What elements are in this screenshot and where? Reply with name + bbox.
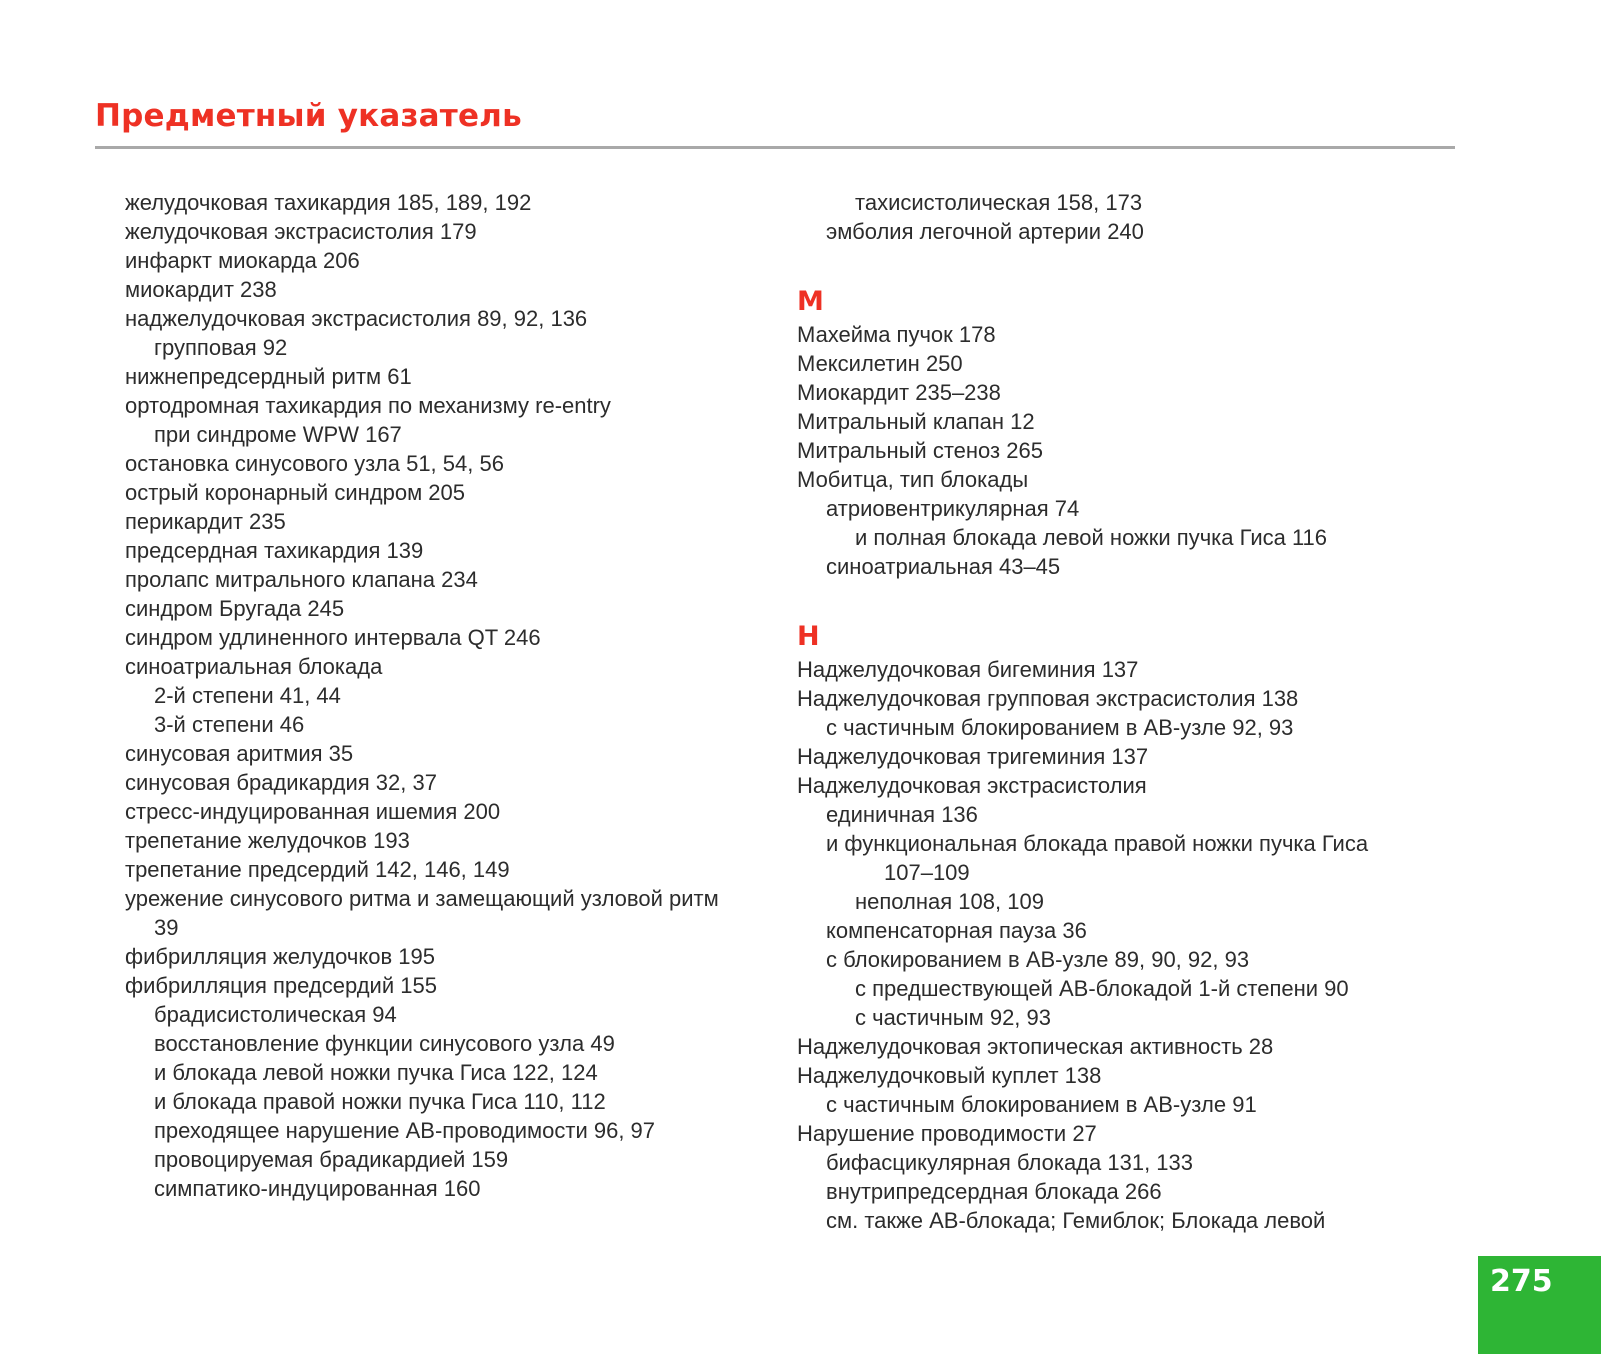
index-column-left — [125, 188, 755, 1203]
index-entry: и блокада правой ножки пучка Гиса 110, 112 — [154, 1089, 606, 1114]
index-entry: инфаркт миокарда 206 — [125, 248, 360, 273]
index-entry: острый коронарный синдром 205 — [125, 480, 466, 505]
index-entry: миокардит 238 — [125, 277, 277, 302]
section-letter-heading: Н — [797, 621, 820, 652]
index-entry: провоцируемая брадикардией 159 — [154, 1147, 509, 1172]
index-entry: Наджелудочковая групповая экстрасистолия 138 — [797, 686, 1299, 711]
index-entry: Наджелудочковая тригеминия 137 — [797, 744, 1149, 769]
index-entry: и блокада левой ножки пучка Гиса 122, 124 — [154, 1060, 598, 1085]
index-entry: Наджелудочковая бигеминия 137 — [797, 657, 1139, 682]
index-entry: желудочковая тахикардия 185, 189, 192 — [125, 190, 532, 215]
index-entry: синусовая брадикардия 32, 37 — [125, 770, 437, 795]
index-entry: 3-й степени 46 — [154, 712, 305, 737]
index-entry: трепетание предсердий 142, 146, 149 — [125, 857, 510, 882]
section-letter-heading: М — [797, 286, 824, 317]
index-entry: урежение синусового ритма и замещающий узловой ритм — [125, 886, 719, 911]
index-entry: 2-й степени 41, 44 — [154, 683, 341, 708]
index-entry: см. также АВ-блокада; Гемиблок; Блокада левой — [826, 1208, 1326, 1233]
index-entry: Миокардит 235–238 — [797, 380, 1001, 405]
title-divider — [95, 146, 1455, 149]
index-entry: 39 — [154, 915, 179, 940]
index-entry: трепетание желудочков 193 — [125, 828, 410, 853]
index-entry: Митральный стеноз 265 — [797, 438, 1043, 463]
page-number-tab — [1478, 1256, 1601, 1354]
index-entry: атриовентрикулярная 74 — [826, 496, 1080, 521]
index-entry: и функциональная блокада правой ножки пучка Гиса — [826, 831, 1369, 856]
index-entry: с частичным блокированием в АВ-узле 91 — [826, 1092, 1257, 1117]
index-entry: с блокированием в АВ-узле 89, 90, 92, 93 — [826, 947, 1250, 972]
index-entry: тахисистолическая 158, 173 — [855, 190, 1143, 215]
index-entry: брадисистолическая 94 — [154, 1002, 397, 1027]
index-entry: симпатико-индуцированная 160 — [154, 1176, 481, 1201]
page-title: Предметный указатель — [95, 98, 522, 134]
index-entry: преходящее нарушение АВ-проводимости 96, 97 — [154, 1118, 656, 1143]
index-entry: компенсаторная пауза 36 — [826, 918, 1087, 943]
index-entry: неполная 108, 109 — [855, 889, 1044, 914]
section-gap — [797, 581, 1417, 602]
index-entry: с предшествующей АВ-блокадой 1-й степени 90 — [855, 976, 1349, 1001]
index-entry: наджелудочковая экстрасистолия 89, 92, 136 — [125, 306, 588, 331]
index-entry: синоатриальная блокада — [125, 654, 383, 679]
index-entry: групповая 92 — [154, 335, 288, 360]
index-entry: Наджелудочковый куплет 138 — [797, 1063, 1102, 1088]
index-entry: Нарушение проводимости 27 — [797, 1121, 1097, 1146]
index-entry: желудочковая экстрасистолия 179 — [125, 219, 477, 244]
index-entry: предсердная тахикардия 139 — [125, 538, 424, 563]
index-entry: перикардит 235 — [125, 509, 286, 534]
index-entry: Митральный клапан 12 — [797, 409, 1035, 434]
index-entry: синоатриальная 43–45 — [826, 554, 1061, 579]
index-entry: восстановление функции синусового узла 49 — [154, 1031, 615, 1056]
index-entry: Наджелудочковая экстрасистолия — [797, 773, 1147, 798]
index-entry: и полная блокада левой ножки пучка Гиса 116 — [855, 525, 1328, 550]
index-entry: при синдроме WPW 167 — [154, 422, 402, 447]
index-entry: с частичным 92, 93 — [855, 1005, 1052, 1030]
index-entry: Мексилетин 250 — [797, 351, 963, 376]
index-entry: синдром удлиненного интервала QT 246 — [125, 625, 541, 650]
index-entry: ортодромная тахикардия по механизму re-entry — [125, 393, 611, 418]
page-header — [95, 92, 1455, 140]
section-gap — [797, 246, 1417, 267]
index-column-right — [797, 188, 1417, 1235]
index-entry: пролапс митрального клапана 234 — [125, 567, 478, 592]
page-number: 275 — [1490, 1264, 1553, 1299]
index-entry: внутрипредсердная блокада 266 — [826, 1179, 1162, 1204]
index-entry: эмболия легочной артерии 240 — [826, 219, 1144, 244]
index-entry: Махейма пучок 178 — [797, 322, 996, 347]
index-entry: остановка синусового узла 51, 54, 56 — [125, 451, 504, 476]
index-entry: с частичным блокированием в АВ-узле 92, 93 — [826, 715, 1294, 740]
index-entry: 107–109 — [884, 860, 970, 885]
index-entry: фибрилляция предсердий 155 — [125, 973, 437, 998]
index-entry: стресс-индуцированная ишемия 200 — [125, 799, 501, 824]
index-entry: фибрилляция желудочков 195 — [125, 944, 436, 969]
index-entry: Наджелудочковая эктопическая активность 28 — [797, 1034, 1274, 1059]
index-entry: нижнепредсердный ритм 61 — [125, 364, 412, 389]
index-entry: Мобитца, тип блокады — [797, 467, 1029, 492]
index-entry: бифасцикулярная блокада 131, 133 — [826, 1150, 1193, 1175]
index-entry: синдром Бругада 245 — [125, 596, 345, 621]
index-entry: единичная 136 — [826, 802, 978, 827]
index-entry: синусовая аритмия 35 — [125, 741, 354, 766]
